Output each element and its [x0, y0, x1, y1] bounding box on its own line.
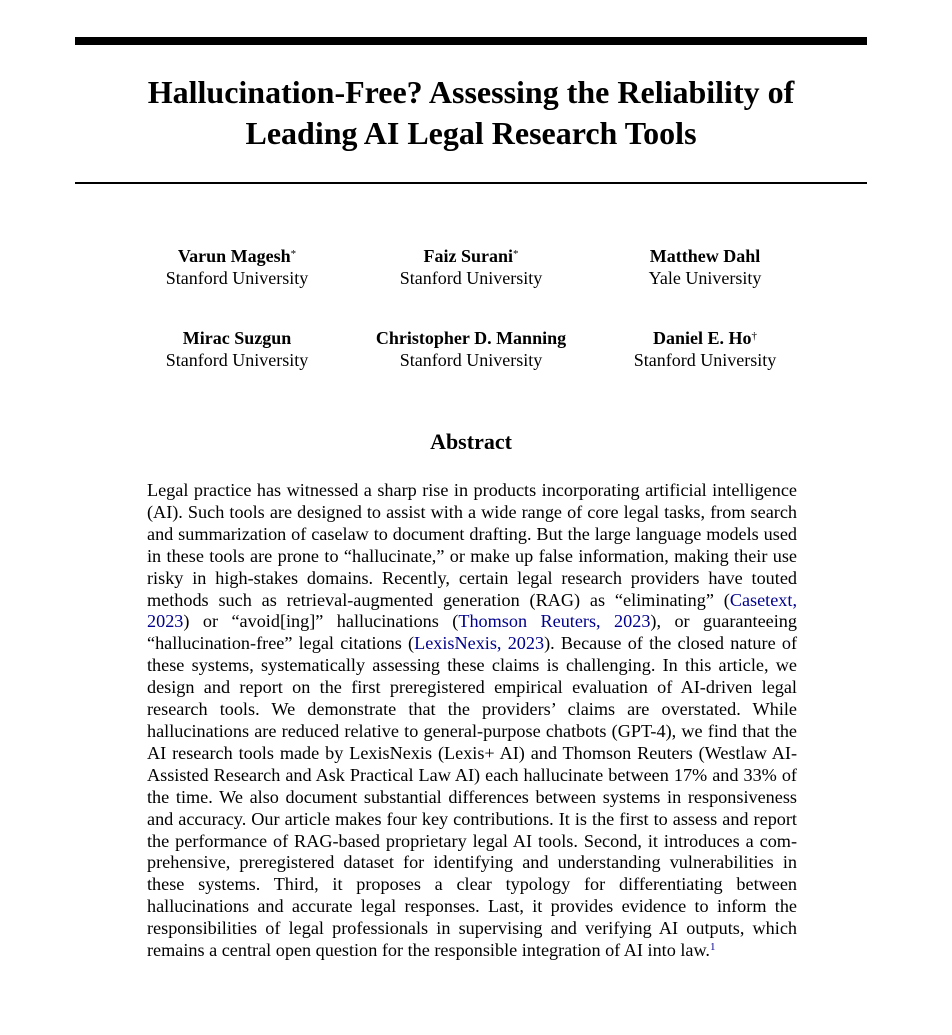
author-name: Christopher D. Manning [375, 328, 567, 348]
author-affiliation: Stanford University [399, 268, 543, 288]
author-row-2 [120, 327, 822, 371]
author-entry [588, 245, 822, 289]
author-name: Faiz Surani* [423, 246, 519, 266]
author-entry [354, 245, 588, 289]
title-line-2: Leading AI Legal Research Tools [245, 115, 697, 151]
citation-link-thomson-reuters[interactable]: Thomson Reuters, 2023 [458, 611, 651, 632]
abstract-body: Legal practice has witnessed a sharp rise in products incorporating artificial intelligence (AI). Such tools are designed to assist with a wide range of core legal tasks, from search and summarization of caselaw to document drafting. But the large language models used in these tools are prone to “hallucinate,” or make up false information, making their use risky in high-stakes domains. Recently, certain legal research providers have touted methods such as retrieval-augmented generation (RAG) as “eliminating” (Casetext, 2023) or “avoid[ing]” hallucinations (Thomson Reuters, 2023), or guaranteeing “hallucination-free” legal citations (LexisNexis, 2023). Because of the closed nature of these systems, systematically assessing these claims is challenging. In this article, we design and report on the first preregistered empirical evaluation of AI-driven legal research tools. We demonstrate that the providers’ claims are overstated. While hallucinations are reduced relative to general-purpose chatbots (GPT-4), we find that the AI research tools made by LexisNexis (Lexis+ AI) and Thomson Reuters (Westlaw AI-Assisted Research and Ask Practical Law AI) each hallucinate between 17% and 33% of the time. We also document substantial differences between systems in responsiveness and accuracy. Our article makes four key contributions. It is the first to assess and report the performance of RAG-based proprietary legal AI tools. Second, it introduces a comprehensive, preregistered dataset for identifying and understanding vulnerabilities in these systems. Third, it proposes a clear typology for differentiating between hallucinations and accurate legal responses. Last, it provides evidence to inform the responsibilities of legal professionals in supervising and verifying AI outputs, which remains a central open question for the responsible integration of AI into law.$^1$ [147, 480, 798, 961]
title-top-rule [75, 37, 867, 45]
citation-link-lexisnexis[interactable]: LexisNexis, 2023 [414, 633, 545, 654]
title-bottom-rule [75, 182, 867, 184]
paper-title [75, 72, 867, 154]
author-entry [354, 327, 588, 371]
author-affiliation: Yale University [648, 268, 762, 288]
author-affiliation: Stanford University [399, 350, 543, 370]
author-row-1 [120, 245, 822, 289]
footnote-link[interactable]: 1 [709, 941, 716, 954]
equal-contribution-mark: * [290, 248, 297, 260]
author-affiliation: Stanford University [165, 268, 309, 288]
author-affiliation: Stanford University [165, 350, 309, 370]
abstract-heading: Abstract [430, 429, 512, 454]
author-entry [120, 327, 354, 371]
author-name: Varun Magesh* [177, 246, 297, 266]
author-block [120, 245, 822, 409]
author-entry [120, 245, 354, 289]
title-line-1: Hallucination-Free? Assessing the Reliability of [147, 74, 795, 110]
author-name: Mirac Suzgun [182, 328, 292, 348]
citation-link-casetext[interactable]: Casetext, 2023 [147, 589, 797, 632]
author-entry [588, 327, 822, 371]
author-name: Matthew Dahl [649, 246, 761, 266]
equal-contribution-mark: * [513, 248, 519, 260]
corresponding-author-mark: † [751, 330, 757, 342]
author-name: Daniel E. Ho† [652, 328, 757, 348]
author-affiliation: Stanford University [633, 350, 777, 370]
